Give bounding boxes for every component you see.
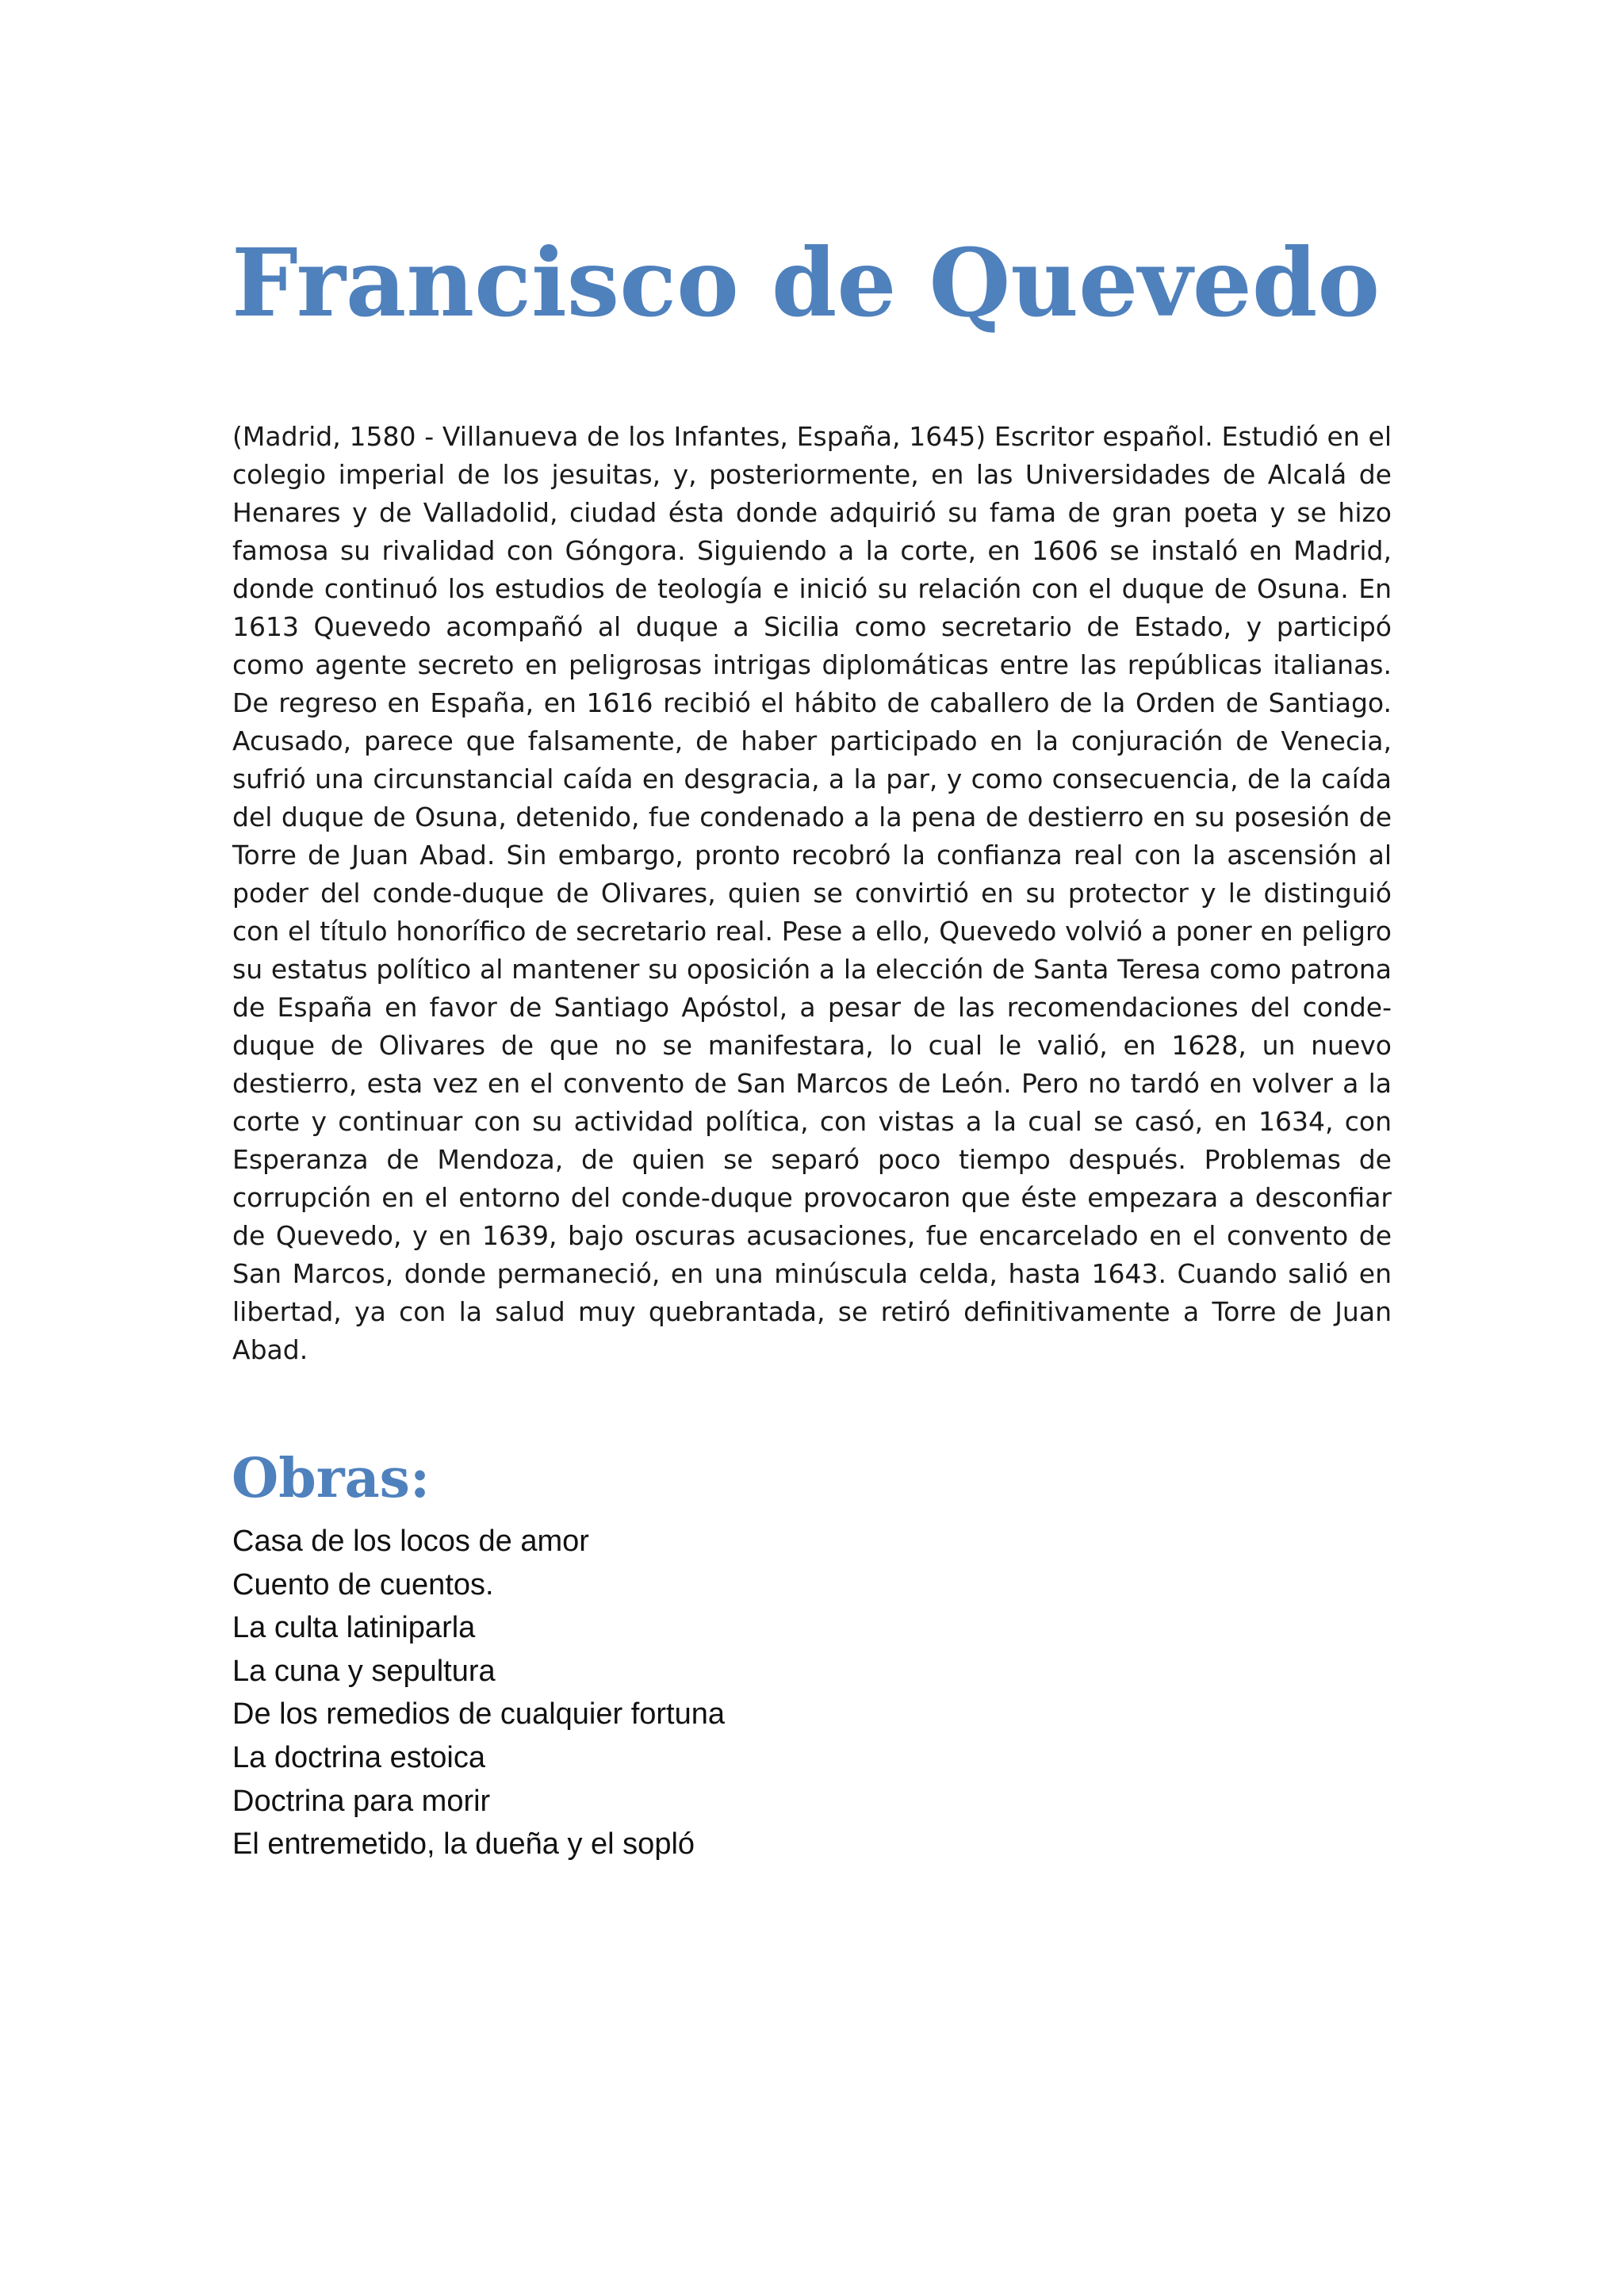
work-item: Casa de los locos de amor — [232, 1525, 589, 1558]
work-item: La culta latiniparla — [232, 1611, 476, 1645]
work-item: La cuna y sepultura — [232, 1654, 496, 1688]
work-item: De los remedios de cualquier fortuna — [232, 1697, 726, 1732]
work-item: Doctrina para morir — [232, 1784, 491, 1818]
work-item: Cuento de cuentos. — [232, 1567, 494, 1601]
page-title: Francisco de Quevedo — [232, 228, 1381, 338]
work-item: La doctrina estoica — [232, 1740, 485, 1774]
works-list — [232, 1520, 1342, 1866]
biography-paragraph: (Madrid, 1580 - Villanueva de los Infantes, España, 1645) Escritor español. Estudió en el colegio imperial de los jesuitas, y, posteriormente, en las Universidades de Alcalá de Henares y de Valladolid, ciudad ésta donde adquirió su fama de gran poeta y se hizo famosa su rivalidad con Góngora. Siguiendo a la corte, en 1606 se instaló en Madrid, donde continuó los estudios de teología e inició su relación con el duque de Osuna. En 1613 Quevedo acompañó al duque a Sicilia como secretario de Estado, y participó como agente secreto en peligrosas intrigas diplomáticas entre las repúblicas italianas. De regreso en España, en 1616 recibió el hábito de caballero de la Orden de Santiago. Acusado, parece que falsamente, de haber participado en la conjuración de Venecia, sufrió una circunstancial caída en desgracia, a la par, y como consecuencia, de la caída del duque de Osuna, detenido, fue condenado a la pena de destierro en su posesión de Torre de Juan Abad. Sin embargo, pronto recobró la confianza real con la ascensión al poder del conde-duque de Olivares, quien se convirtió en su protector y le distinguió con el título honorífico de secretario real. Pese a ello, Quevedo volvió a poner en peligro su estatus político al mantener su oposición a la elección de Santa Teresa como patrona de España en favor de Santiago Apóstol, a pesar de las recomendaciones del conde-duque de Olivares de que no se manifestara, lo cual le valió, en 1628, un nuevo destierro, esta vez en el convento de San Marcos de León. Pero no tardó en volver a la corte y continuar con su actividad política, con vistas a la cual se casó, en 1634, con Esperanza de Mendoza, de quien se separó poco tiempo después. Problemas de corrupción en el entorno del conde-duque provocaron que éste empezara a desconfiar de Quevedo, y en 1639, bajo oscuras acusaciones, fue encarcelado en el convento de San Marcos, donde permaneció, en una minúscula celda, hasta 1643. Cuando salió en libertad, ya con la salud muy quebrantada, se retiró definitivamente a Torre de Juan Abad. — [232, 421, 1392, 1365]
works-heading: Obras: — [232, 1447, 431, 1510]
work-item: El entremetido, la dueña y el sopló — [232, 1827, 695, 1862]
